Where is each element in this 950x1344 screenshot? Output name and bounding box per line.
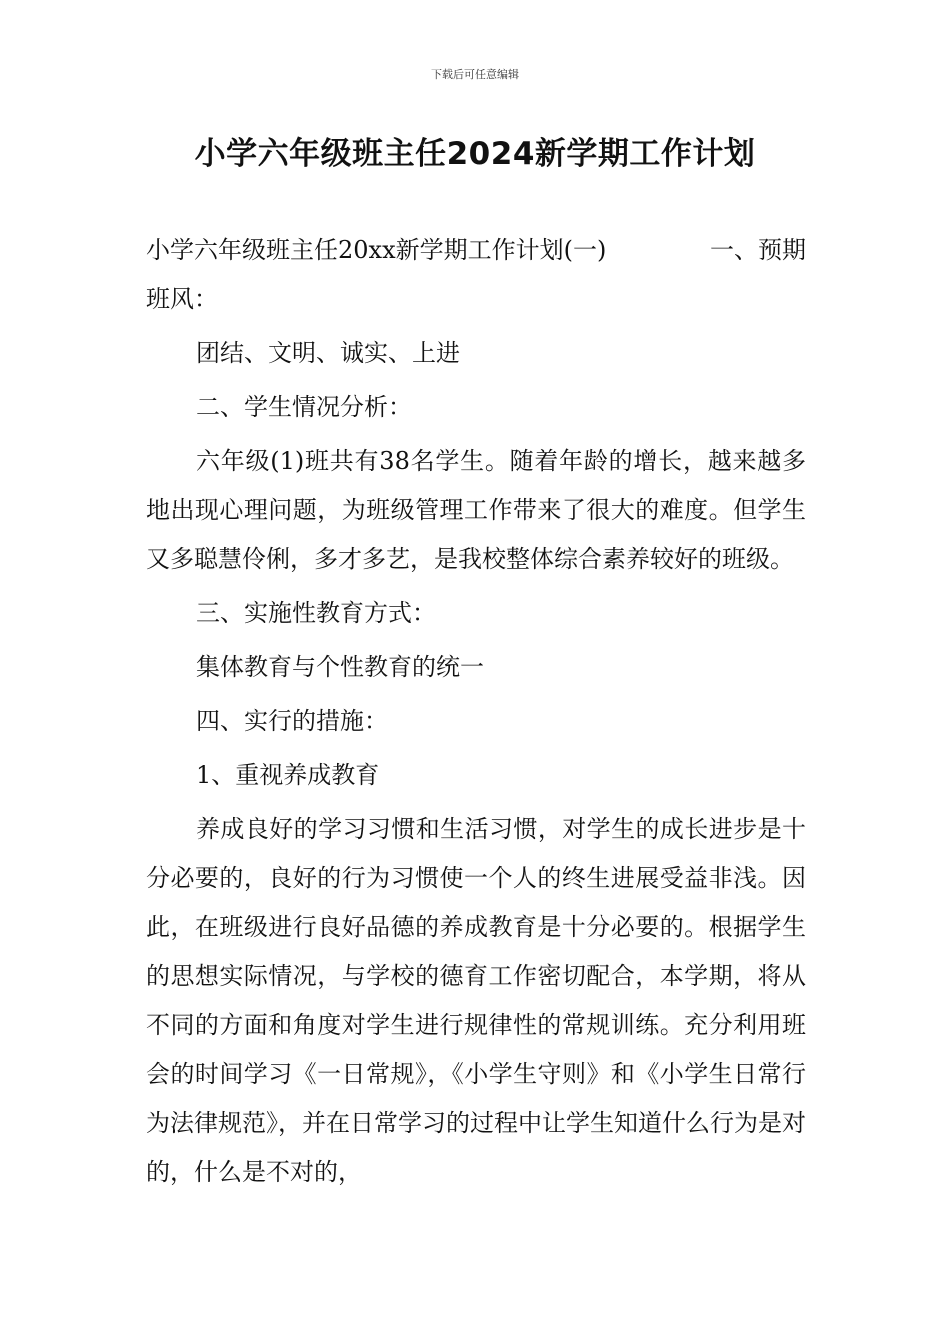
document-body [146, 226, 806, 1202]
subtitle-line [146, 226, 806, 275]
paragraph-habit-education: 养成良好的学习习惯和生活习惯，对学生的成长进步是十分必要的，良好的行为习惯使一个人的终生进展受益非浅。因此，在班级进行良好品德的养成教育是十分必要的。根据学生的思想实际情况，与学校的德育工作密切配合，本学期，将从不同的方面和角度对学生进行规律性的常规训练。充分利用班会的时间学习《一日常规》，《小学生守则》和《小学生日常行为法律规范》，并在日常学习的过程中让学生知道什么行为是对的，什么是不对的， [146, 815, 806, 1186]
paragraph-heading-4: 四、实行的措施： [196, 707, 388, 735]
header-note: 下载后可任意编辑 [431, 68, 519, 81]
paragraph-student-analysis: 六年级(1)班共有38名学生。随着年龄的增长，越来越多地出现心理问题，为班级管理工作带来了很大的难度。但学生又多聪慧伶俐，多才多艺，是我校整体综合素养较好的班级。 [146, 447, 806, 573]
page-title: 小学六年级班主任2024新学期工作计划 [194, 136, 756, 172]
subtitle-right: 一、预期 [710, 236, 806, 264]
paragraph-class-style: 团结、文明、诚实、上进 [196, 339, 460, 367]
paragraph-education-mode: 集体教育与个性教育的统一 [196, 653, 484, 681]
subtitle-left: 小学六年级班主任20xx新学期工作计划(一) [146, 236, 607, 264]
paragraph-heading-2: 二、学生情况分析： [196, 393, 412, 421]
subtitle-paragraph [146, 226, 806, 324]
paragraph-measure-1: 1、重视养成教育 [196, 761, 380, 789]
paragraph-heading-3: 三、实施性教育方式： [196, 599, 436, 627]
subtitle-continuation: 班风： [146, 285, 218, 313]
